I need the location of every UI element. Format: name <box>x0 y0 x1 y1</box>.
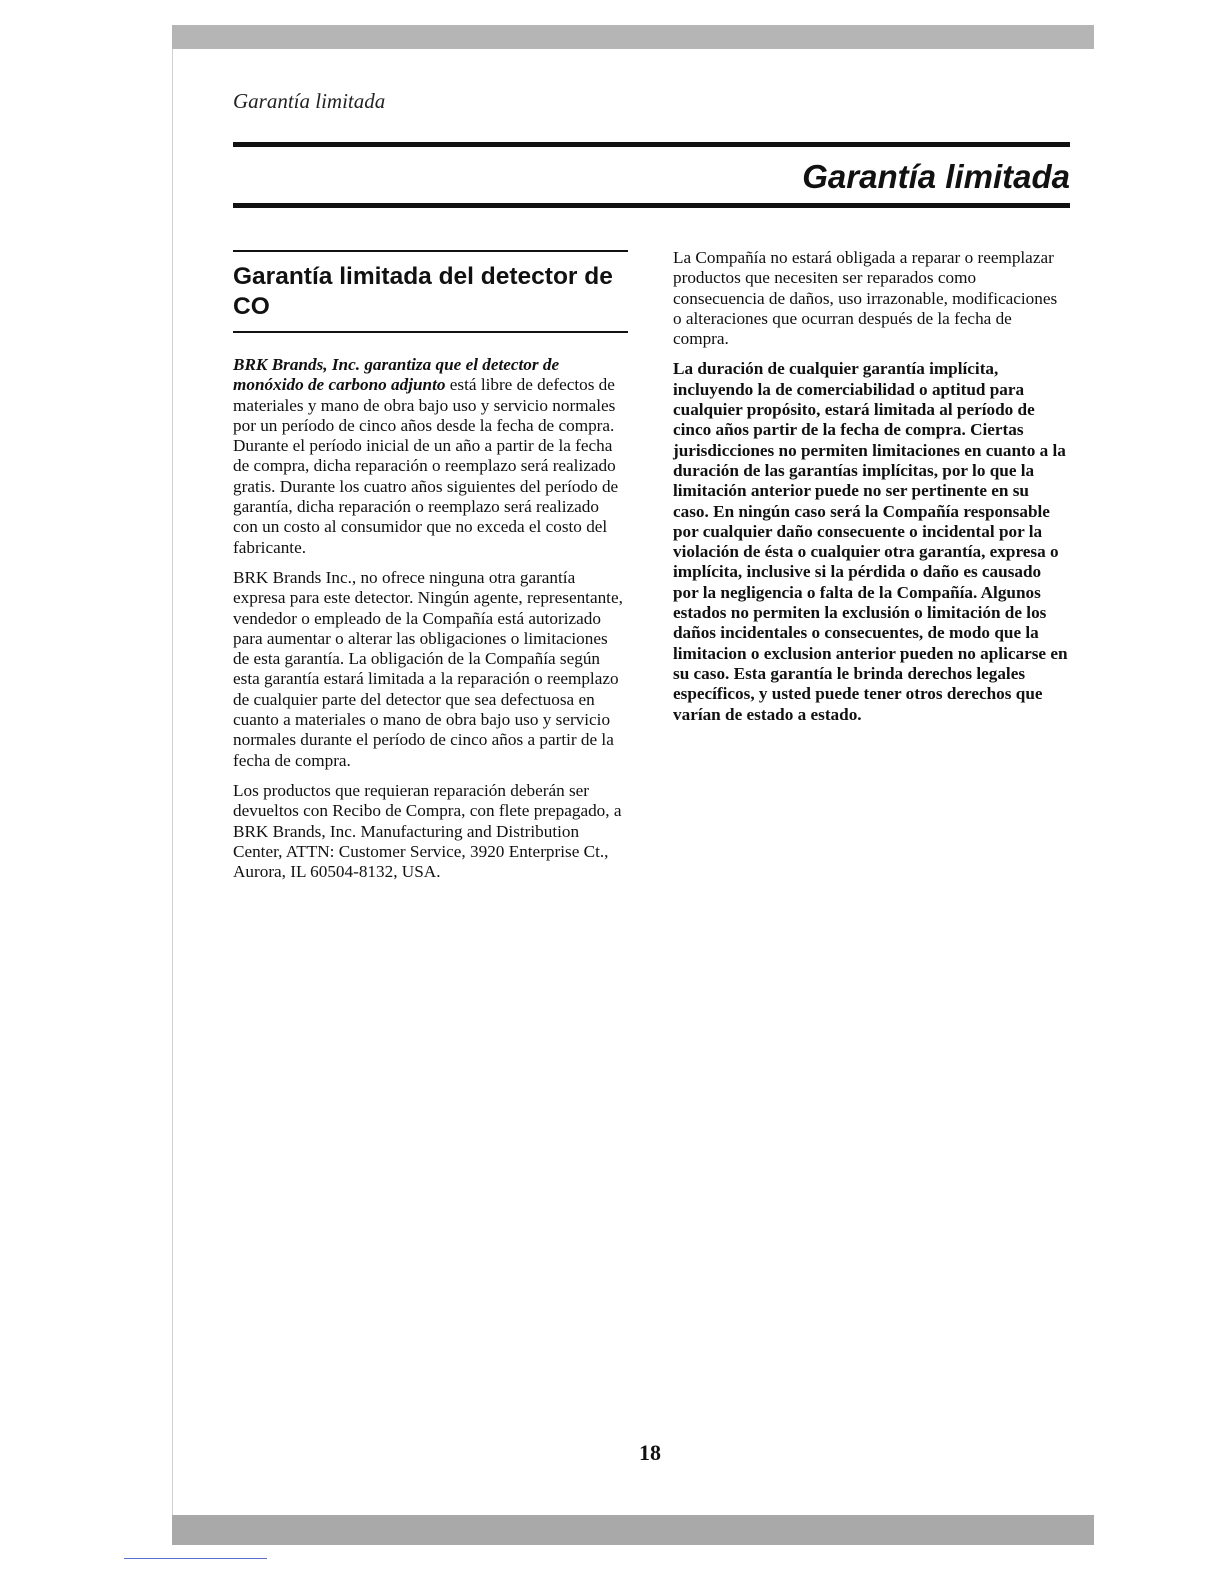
bottom-scan-bar <box>172 1515 1094 1545</box>
page-edge <box>172 49 173 1515</box>
title-rule-bottom <box>233 203 1070 208</box>
running-head: Garantía limitada <box>233 89 386 113</box>
warranty-lead: BRK Brands, Inc. garantiza que el detector de monóxido de carbono adjunto <box>233 355 560 395</box>
page-number: 18 <box>639 1440 661 1465</box>
heading-rule-bottom <box>233 331 628 333</box>
warranty-body: está libre de defectos de materiales y mano de obra bajo uso y servicio normales por un período de cinco años desde la fecha de compra. Durante el período inicial de un año a partir de la fecha de compra, dicha reparación o reemplazo será realizado gratis. Durante los cuatro años siguientes del período de garantía, dicha reparación o reemplazo será realizado con un costo al consumidor que no exceda el costo del fabricante. <box>233 375 619 557</box>
heading-rule-top <box>233 250 628 252</box>
warranty-paragraph <box>233 355 628 558</box>
left-column <box>233 250 628 892</box>
exclusive-warranty-paragraph: BRK Brands Inc., no ofrece ninguna otra garantía expresa para este detector. Ningún agente, representante, vendedor o empleado de la Compañía está autorizado para aumentar o alterar las obligaciones o limitaciones de esta garantía. La obligación de la Compañía según esta garantía estará limitada a la reparación o reemplazo de cualquier parte del detector que sea defectuosa en cuanto a materiales o mano de obra bajo uso y servicio normales durante el período de cinco años a partir de la fecha de compra. <box>233 567 623 770</box>
implied-warranty-paragraph: La duración de cualquier garantía implícita, incluyendo la de comerciabilidad o aptitud para cualquier propósito, estará limitada al período de cinco años partir de la fecha de compra. Ciertas jurisdicciones no permiten limitaciones en cuanto a la duración de las garantías implícitas, por lo que la limitación anterior puede no ser pertinente en su caso. En ningún caso será la Compañía responsable por cualquier daño consecuente o incidental por la violación de ésta o cualquier otra garantía, expresa o implícita, inclusive si la pérdida o daño es causado por la negligencia o falta de la Compañía. Algunos estados no permiten la exclusión o limitación de los daños incidentales o consecuentes, de modo que la limitacion o exclusion anterior pueden no aplicarse en su caso. Esta garantía le brinda derechos legales específicos, y usted puede tener otros derechos que varían de estado a estado. <box>673 359 1068 724</box>
subheading: Garantía limitada del detector de CO <box>233 263 613 320</box>
section-title: Garantía limitada <box>802 158 1070 195</box>
return-address-paragraph: Los productos que requieran reparación deberán ser devueltos con Recibo de Compra, con flete prepagado, a BRK Brands, Inc. Manufacturing and Distribution Center, ATTN: Customer Service, 3920 Enterprise Ct., Aurora, IL 60504-8132, USA. <box>233 780 622 882</box>
footer-link-underline <box>124 1558 267 1559</box>
top-scan-bar <box>172 25 1094 49</box>
right-column <box>673 248 1068 725</box>
title-rule-top <box>233 142 1070 147</box>
damage-exclusion-paragraph: La Compañía no estará obligada a reparar o reemplazar productos que necesiten ser reparados como consecuencia de daños, uso irrazonable, modificaciones o alteraciones que ocurran después de la fecha de compra. <box>673 248 1058 349</box>
